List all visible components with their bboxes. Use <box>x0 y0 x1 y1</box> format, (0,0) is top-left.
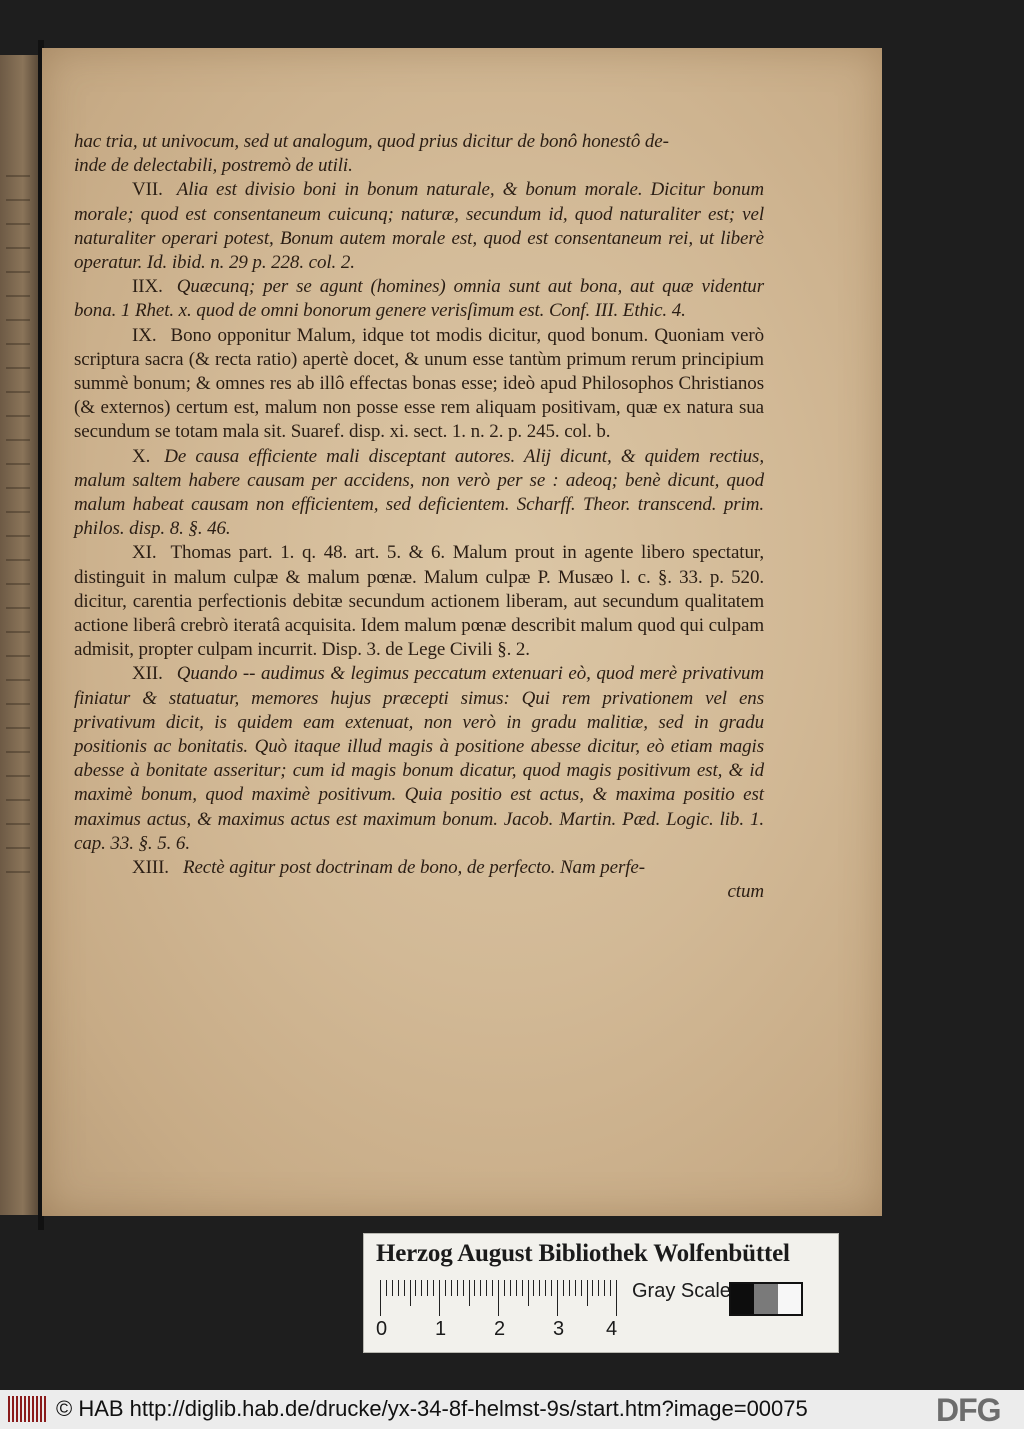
ruler-label: 3 <box>553 1318 565 1340</box>
ruler-tick <box>492 1280 493 1296</box>
paragraph-x <box>74 445 764 542</box>
paragraph-number: IIX. <box>132 276 163 298</box>
ruler-tick <box>457 1280 458 1296</box>
library-title: Herzog August Bibliothek Wolfenbüttel <box>376 1240 790 1267</box>
paragraph-number: VII. <box>132 179 163 201</box>
footer-bar <box>0 1390 1024 1429</box>
ruler-tick <box>587 1280 588 1306</box>
paragraph-number: XI. <box>132 542 157 564</box>
swatch-gray <box>754 1284 777 1314</box>
dfg-logo: DFG <box>936 1392 1001 1428</box>
ruler-tick <box>445 1280 446 1296</box>
ruler-tick <box>569 1280 570 1296</box>
ruler-tick <box>510 1280 511 1296</box>
ruler-label: 4 <box>606 1318 618 1340</box>
ruler-tick <box>380 1280 381 1316</box>
catchword: ctum <box>727 881 764 903</box>
swatch-black <box>731 1284 754 1314</box>
paragraph-ix <box>74 324 764 445</box>
ruler-tick <box>415 1280 416 1296</box>
ruler-tick <box>480 1280 481 1296</box>
ruler-tick <box>474 1280 475 1296</box>
paragraph-text: Quæcunq; per se agunt (homines) omnia sunt aut bona, aut quæ videntur bona. 1 Rhet. x. quod de omni bonorum genere verisſimum est. Conf. III. Ethic. 4. <box>74 276 764 322</box>
gray-scale-swatch <box>729 1282 803 1316</box>
ruler-tick <box>604 1280 605 1296</box>
ruler-tick <box>581 1280 582 1296</box>
ruler-tick <box>598 1280 599 1296</box>
ruler-tick <box>616 1280 617 1316</box>
ruler-label: 1 <box>435 1318 447 1340</box>
ruler-label: 0 <box>376 1318 388 1340</box>
ruler-tick <box>522 1280 523 1296</box>
ruler-tick <box>563 1280 564 1296</box>
paragraph-vii <box>74 178 764 275</box>
intro-line-2: inde de delectabili, postremò de utili. <box>74 155 353 177</box>
left-page-edge <box>0 55 38 1215</box>
ruler-tick <box>539 1280 540 1296</box>
paragraph-text: Alia est divisio boni in bonum naturale, & bonum morale. Dicitur bonum morale; quod est consentaneum cuicunq; naturæ, secundum id, quod naturaliter est; vel naturaliter operari potest, Bonum autem morale est, quod est consentaneum rei, ut liberè operatur. Id. ibid. n. 29 p. 228. col. 2. <box>74 179 764 274</box>
paragraph-text: Rectè agitur post doctrinam de bono, de perfecto. Nam perfe- <box>182 857 645 879</box>
ruler-tick <box>463 1280 464 1296</box>
ruler-label: 2 <box>494 1318 506 1340</box>
ruler-tick <box>404 1280 405 1296</box>
ruler-tick <box>439 1280 440 1316</box>
ruler-tick <box>545 1280 546 1296</box>
paragraph-text: Quando -- audimus & legimus peccatum extenuari eò, quod merè privativum finiatur & statuatur, memores hujus præcepti simus: Qui rem privationem vel ens privativum dicit, is quidem eam extenuat, non verò in gradu malitiæ, sed in gradu positionis ac bonitatis. Quò itaque illud magis à positione abesse dicitur, eò etiam magis abesse à bonitate asseritur; cum id magis bonum dicatur, quod magis positivum est, & id maximè bonum, quod maximè positivum. Quia positio est actus, & maxima positio est maximus actus, & maximus actus est maximum bonum. Jacob. Martin. Pæd. Logic. lib. 1. cap. 33. §. 5. 6. <box>74 663 764 854</box>
paragraph-number: X. <box>132 445 151 467</box>
ruler-tick <box>575 1280 576 1296</box>
text-block <box>74 130 764 924</box>
paragraph-number: XIII. <box>132 857 169 879</box>
ruler-tick <box>433 1280 434 1296</box>
ruler-tick <box>427 1280 428 1296</box>
ruler-tick <box>610 1280 611 1296</box>
ruler-tick <box>386 1280 387 1296</box>
ruler-tick <box>486 1280 487 1296</box>
document-page <box>42 48 882 1216</box>
ruler-tick <box>516 1280 517 1296</box>
gray-scale-label: Gray Scale <box>632 1280 731 1302</box>
intro-line-1: hac tria, ut univocum, sed ut analogum, quod prius dicitur de bonô honestô de- <box>74 131 669 152</box>
paragraph-number: XII. <box>132 663 163 685</box>
ruler-tick <box>469 1280 470 1306</box>
paragraph-number: IX. <box>132 324 157 346</box>
ruler-tick <box>451 1280 452 1296</box>
paragraph-text: De causa efficiente mali disceptant autores. Alij dicunt, & quidem rectius, malum saltem habere causam per accidens, non verò per se : adeoq; benè dicunt, quod malum habeat causam non efficientem, sed deficientem. Scharff. Theor. transcend. prim. philos. disp. 8. §. 46. <box>74 445 764 540</box>
barcode-icon <box>8 1396 46 1422</box>
paragraph-xi <box>74 541 764 662</box>
swatch-white <box>778 1284 801 1314</box>
ruler-tick <box>392 1280 393 1296</box>
ruler-tick <box>421 1280 422 1296</box>
edge-marks <box>6 175 30 875</box>
paragraph-xii <box>74 662 764 856</box>
source-url[interactable]: © HAB http://diglib.hab.de/drucke/yx-34-8f-helmst-9s/start.htm?image=00075 <box>56 1396 808 1421</box>
paragraph-text: Bono opponitur Malum, idque tot modis dicitur, quod bonum. Quoniam verò scriptura sacra (& recta ratio) apertè docet, & unum esse tantùm primum rerum principium summè bonum; & omnes res ab illô effectas bonas esse; ideò apud Philosophos Christianos (& externos) certum est, malum non posse esse rem aliquam positivam, quæ ex natura sua secundum se totam mala sit. Suaref. disp. xi. sect. 1. n. 2. p. 245. col. b. <box>74 324 764 443</box>
ruler-tick <box>551 1280 552 1296</box>
scale-ruler <box>380 1280 620 1316</box>
ruler-tick <box>498 1280 499 1316</box>
ruler-tick <box>557 1280 558 1316</box>
ruler-tick <box>533 1280 534 1296</box>
ruler-tick <box>504 1280 505 1296</box>
paragraph-iix <box>74 275 764 323</box>
color-calibration-bar <box>363 1233 839 1353</box>
paragraph-xiii <box>74 856 764 880</box>
paragraph-text: Thomas part. 1. q. 48. art. 5. & 6. Malum prout in agente libero spectatur, distinguit in malum culpæ & malum pœnæ. Malum culpæ P. Musæo l. c. §. 33. p. 520. dicitur, carentia perfectionis debitæ secundum actionem liberam, aut secundum qualitatem actione liberâ crebrò iteratâ acquisita. Idem malum pœnæ describit malum quod qui culpam admisit, propter culpam incurrit. Disp. 3. de Lege Civili §. 2. <box>74 542 764 661</box>
ruler-tick <box>398 1280 399 1296</box>
ruler-tick <box>592 1280 593 1296</box>
ruler-tick <box>528 1280 529 1306</box>
ruler-tick <box>410 1280 411 1306</box>
